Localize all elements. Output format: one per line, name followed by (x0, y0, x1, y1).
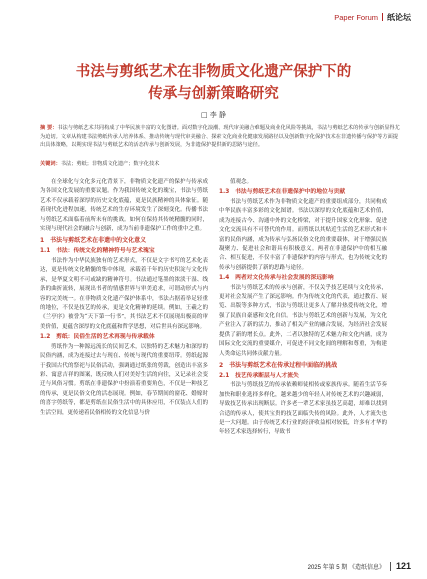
body-paragraph: 书法与剪纸技艺的传承依赖师徒相传或家族传承。随着生活节奏加快和职业选择多样化，越来越少的年轻人对传统艺术的兴趣减弱，导致技艺传承出现断层。许多老一辈艺术家虽技艺高超，却难以找到合适的传承人，使其宝贵的技艺面临失传的风险。此外，人才流失也是一大问题。由于传统艺术行业的经济收益相对较低，许多有才华的年轻艺术家选择转行，导致书 (219, 382, 387, 436)
section-heading: 2 书法与剪纸艺术在传承过程中面临的挑战 (219, 361, 338, 369)
subsection-heading: 2.1 技艺传承断层与人才流失 (219, 372, 299, 379)
right-column (219, 178, 387, 438)
page-header (334, 10, 411, 24)
footer-issue: 2025 年第 5 期 《造纸信息》 (307, 564, 385, 571)
subsection-heading: 1.1 书法：传统文化的精神符号与艺术瑰宝 (40, 248, 155, 255)
header-forum-label: Paper Forum (334, 12, 378, 22)
abstract-text: 书法与剪纸艺术共同构成了中华民族丰富的文化图谱。面对数字化浪潮、现代审美融合难题及商业化风险等挑战，书法与剪纸艺术的传承与创新显得尤为迫切。文章从构建书法剪纸传承人培养体系、推动传统与现代审美融合、探索文化商业化健康发展路径以及创新数字化保护技术在非遗传播与保护等方面提出具体策略，以期实现书法与剪纸艺术的活态传承与创新发展，为非遗保护提供新的思路与途径。 (40, 125, 400, 149)
keywords-text: 书法；剪纸；非物质文化遗产；数字化技术 (60, 161, 160, 167)
section-heading: 1 书法与剪纸艺术在非遗中的文化意义 (40, 237, 147, 245)
header-column-label: 纸论坛 (387, 12, 411, 22)
article-title-line-2: 传承与创新策略研究 (148, 86, 279, 102)
subsection-heading: 1.3 书法与剪纸艺术在非遗保护中的地位与贡献 (219, 189, 346, 196)
header-divider (382, 13, 383, 21)
body-paragraph: 在全球化与文化多元化背景下，非物质文化遗产的保护与传承成为各国文化发展的重要议题。作为我国传统文化的瑰宝，书法与剪纸艺术不仅承载着深厚的历史文化底蕴，更是民族精神的具体象征。随着现代化进程加速，传统艺术的生存环境发生了深刻变化。传播书法与剪纸艺术面临着前所未有的挑战。如何在保持其传统精髓的同时，实现与现代社会的融合与创新，成为当前非遗保护工作的重中之重。 (40, 179, 208, 233)
article-title-line-1: 书法与剪纸艺术在非物质文化遗产保护下的 (75, 64, 352, 80)
body-paragraph: 值观念。 (230, 179, 253, 185)
abstract-label: 摘 要： (40, 125, 58, 131)
body-paragraph: 书法与剪纸艺术的传承与创新，不仅关乎技艺延续与文化传承，更对社会发展产生了深远影响。作为传统文化的代表，通过教育、展览、出版等多种方式，书法与剪纸让更多人了解并热爱传统文化，增强了民族自豪感和文化自信。书法与剪纸艺术的创新与发展，为文化产业注入了新的活力，推动了相关产业的融合发展，为经济社会发展提供了新的增长点。此外，二者以独特的艺术魅力和文化内涵，成为国际文化交流的重要媒介，可促进不同文化间的理解和尊重，为构建人类命运共同体贡献力量。 (219, 284, 387, 357)
keywords-label: 关键词： (40, 161, 61, 167)
author-name: □ 李 静 (200, 111, 227, 119)
left-column (40, 178, 208, 418)
page-number: 121 (395, 561, 411, 571)
body-paragraph: 书法作为中华民族独有的艺术形式，不仅是文字书写的艺术化表达，更是传统文化精髓的集中体现，承载着千年的历史积淀与文化传承，是华夏文明不可或缺的精神符号。书法通过笔墨的浓淡干湿、线条的曲折流转，展现出书者的情感世界与审美追求，可谓动形式与内容的完美统一。在非物质文化遗产保护体系中，书法占据着举足轻重的地位，不仅是技艺的传承，更是文化精神的延续。例如，王羲之的《兰亭序》被誉为“天下第一行书”，其书法艺术不仅展现出极高的审美价值，更蕴含深厚的文化底蕴和哲学思想，对后世具有深远影响。 (40, 257, 208, 330)
subsection-heading: 1.2 剪纸：民俗生活的艺术再现与传承载体 (40, 334, 155, 341)
footer-divider (390, 562, 391, 571)
body-paragraph: 书法与剪纸艺术作为非物质文化遗产的重要组成部分，共同构成中华民族丰富多彩的文化图谱。书法以深厚的文化底蕴和艺术价值，成为连接古今、沟通中外的文化桥梁，对于提升国家文化形象、促进文化交流具有不可替代的作用。而剪纸以其贴近生活的艺术形式和丰富的民俗内涵，成为传承与弘扬民俗文化的重要载体，对于增强民族凝聚力、促进社会和谐具有积极意义。两者在非遗保护中的相互融合、相互促进，不仅丰富了非遗保护的内容与形式，也为传统文化的传承与创新提供了新的思路与途径。 (219, 198, 387, 271)
subsection-heading: 1.4 两者对文化传承与社会发展的深远影响 (219, 275, 334, 282)
body-paragraph: 剪纸作为一种源远流长的民间艺术，以独特的艺术魅力和深厚的民俗内涵，成为连接过去与现在、传统与现代的重要纽带。剪纸起源于我国古代的祭祀与民俗活动，强调通过纸张的剪裁，创造出丰富多彩、寓意吉祥的图案，既反映人们对美好生活的向往，又记录社会变迁与风俗习惯。剪纸在非遗保护中扮演着重要角色，不仅是一种技艺的传承，更是民俗文化的活态展现。例如，春节期间的窗花、婚嫁时的喜字剪纸等，都是剪纸在民俗生活中的具体应用，不仅装点人们的生活空间，更传递着民俗相传的文化信息与价 (40, 343, 208, 416)
abstract (40, 124, 400, 150)
page-footer (308, 561, 411, 571)
keywords (40, 160, 400, 167)
